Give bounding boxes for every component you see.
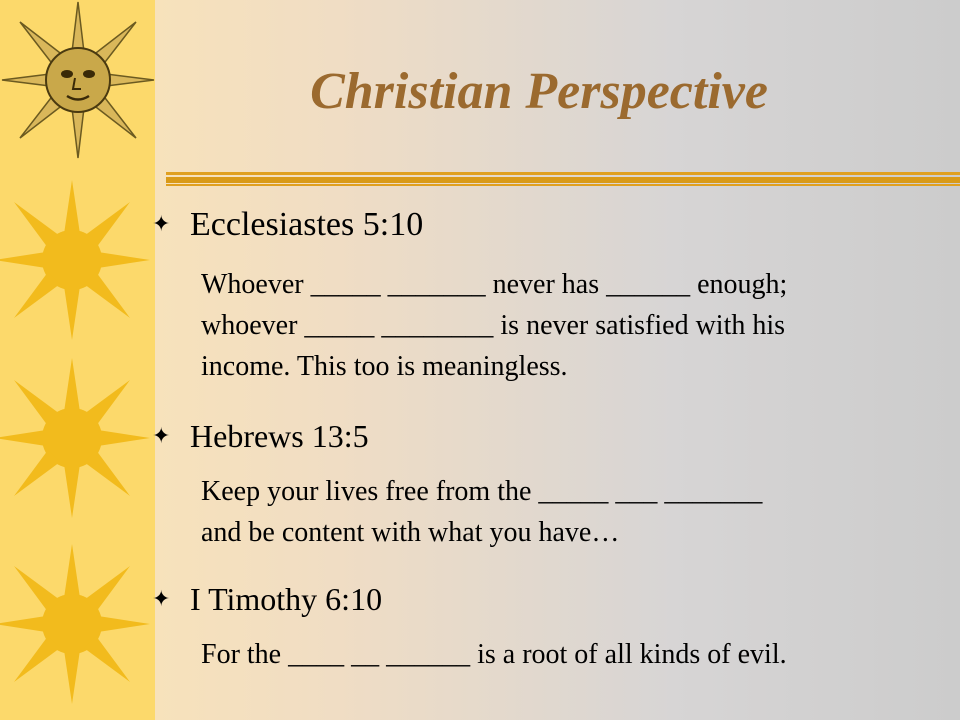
verse-line: whoever _____ ________ is never satisfied with his bbox=[201, 310, 786, 341]
star-bullet-icon: ✦ bbox=[152, 211, 171, 236]
verse-timothy bbox=[201, 634, 787, 675]
verse-line: Keep your lives free from the _____ ___ _______ bbox=[201, 476, 763, 507]
star-bullet-icon: ✦ bbox=[152, 423, 171, 448]
verse-line: For the ____ __ ______ is a root of all kinds of evil. bbox=[201, 639, 787, 670]
verse-ecclesiastes bbox=[201, 264, 787, 387]
verse-line: income. This too is meaningless. bbox=[201, 351, 568, 382]
star-bullet-icon: ✦ bbox=[152, 586, 171, 611]
bullet-ecclesiastes bbox=[152, 206, 423, 244]
reference-label: I Timothy 6:10 bbox=[190, 581, 383, 617]
reference-label: Ecclesiastes 5:10 bbox=[190, 206, 424, 243]
sun-icon bbox=[0, 168, 160, 348]
title-underline bbox=[166, 172, 960, 186]
verse-hebrews bbox=[201, 471, 762, 553]
sun-icon bbox=[0, 528, 160, 720]
bullet-timothy bbox=[152, 581, 382, 618]
verse-line: and be content with what you have… bbox=[201, 517, 620, 548]
slide-title: Christian Perspective bbox=[310, 63, 768, 120]
sun-icon bbox=[0, 348, 160, 528]
reference-label: Hebrews 13:5 bbox=[190, 418, 369, 454]
verse-line: Whoever _____ _______ never has ______ enough; bbox=[201, 269, 788, 300]
bullet-hebrews bbox=[152, 418, 369, 455]
